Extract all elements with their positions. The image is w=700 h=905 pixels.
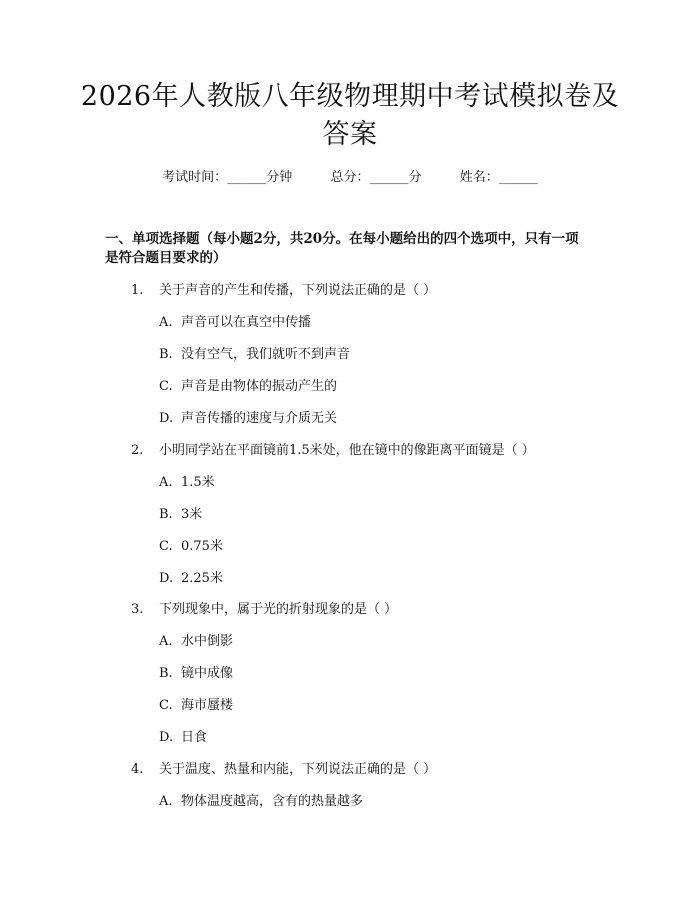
option-letter: C.	[159, 539, 173, 554]
question-2-option-c	[159, 538, 223, 556]
option-letter: A.	[159, 315, 173, 330]
option-letter: D.	[159, 411, 174, 426]
option-letter: B.	[159, 666, 173, 681]
option-text: 物体温度越高，含有的热量越多	[181, 794, 364, 809]
exam-time-blank: ______	[227, 170, 267, 185]
question-3-option-d	[159, 729, 207, 747]
option-letter: D.	[159, 571, 174, 586]
question-2-option-d	[159, 570, 223, 588]
option-letter: C.	[159, 379, 173, 394]
question-2-option-b	[159, 506, 202, 524]
question-number: 2.	[131, 443, 144, 458]
question-number: 4.	[131, 762, 144, 777]
option-text: 0.75米	[181, 539, 223, 554]
question-stem: 小明同学站在平面镜前1.5米处，他在镜中的像距离平面镜是（ ）	[159, 443, 535, 458]
total-score-label: 总分：	[330, 170, 370, 185]
question-2-option-a	[159, 474, 215, 492]
option-text: 日食	[181, 730, 208, 745]
option-text: 声音传播的速度与介质无关	[181, 411, 338, 426]
exam-time-unit: 分钟	[266, 170, 293, 185]
student-name-field	[460, 169, 538, 187]
option-letter: C.	[159, 698, 173, 713]
total-score-field	[330, 169, 421, 187]
question-1-option-d	[159, 410, 337, 428]
question-2	[131, 442, 535, 460]
exam-info-row	[0, 169, 700, 187]
section-heading-line-2: 是符合题目要求的）	[105, 250, 227, 266]
exam-time-label: 考试时间：	[162, 170, 228, 185]
question-stem: 关于声音的产生和传播，下列说法正确的是（ ）	[159, 283, 437, 298]
question-1-option-a	[159, 314, 311, 332]
option-text: 声音可以在真空中传播	[181, 315, 312, 330]
option-letter: B.	[159, 347, 173, 362]
option-text: 没有空气，我们就听不到声音	[181, 347, 351, 362]
question-stem: 关于温度、热量和内能，下列说法正确的是（ ）	[159, 762, 437, 777]
student-name-blank: ______	[498, 170, 538, 185]
total-score-blank: ______	[369, 170, 409, 185]
option-text: 海市蜃楼	[181, 698, 234, 713]
page-title	[80, 78, 620, 154]
question-number: 1.	[131, 283, 144, 298]
option-letter: B.	[159, 507, 173, 522]
total-score-unit: 分	[408, 170, 422, 185]
question-1	[131, 282, 436, 300]
option-letter: A.	[159, 794, 173, 809]
option-text: 2.25米	[181, 571, 223, 586]
option-letter: A.	[159, 634, 173, 649]
question-1-option-b	[159, 346, 350, 364]
option-text: 1.5米	[181, 475, 215, 490]
question-3-option-a	[159, 633, 233, 651]
question-3	[131, 601, 397, 619]
title-line-2: 答案	[322, 119, 378, 150]
option-text: 声音是由物体的振动产生的	[181, 379, 338, 394]
question-3-option-c	[159, 697, 233, 715]
question-stem: 下列现象中，属于光的折射现象的是（ ）	[159, 602, 398, 617]
question-number: 3.	[131, 602, 144, 617]
option-text: 镜中成像	[181, 666, 234, 681]
question-3-option-b	[159, 665, 233, 683]
option-text: 3米	[181, 507, 203, 522]
section-heading	[105, 230, 605, 268]
exam-time-field	[162, 169, 292, 187]
question-1-option-c	[159, 378, 337, 396]
option-letter: A.	[159, 475, 173, 490]
option-letter: D.	[159, 730, 174, 745]
question-4-option-a	[159, 793, 363, 811]
student-name-label: 姓名：	[459, 170, 499, 185]
section-heading-line-1: 一、单项选择题（每小题2分，共20分。在每小题给出的四个选项中，只有一项	[105, 231, 579, 247]
title-line-1: 2026年人教版八年级物理期中考试模拟卷及	[80, 81, 620, 112]
question-4	[131, 761, 436, 779]
option-text: 水中倒影	[181, 634, 234, 649]
